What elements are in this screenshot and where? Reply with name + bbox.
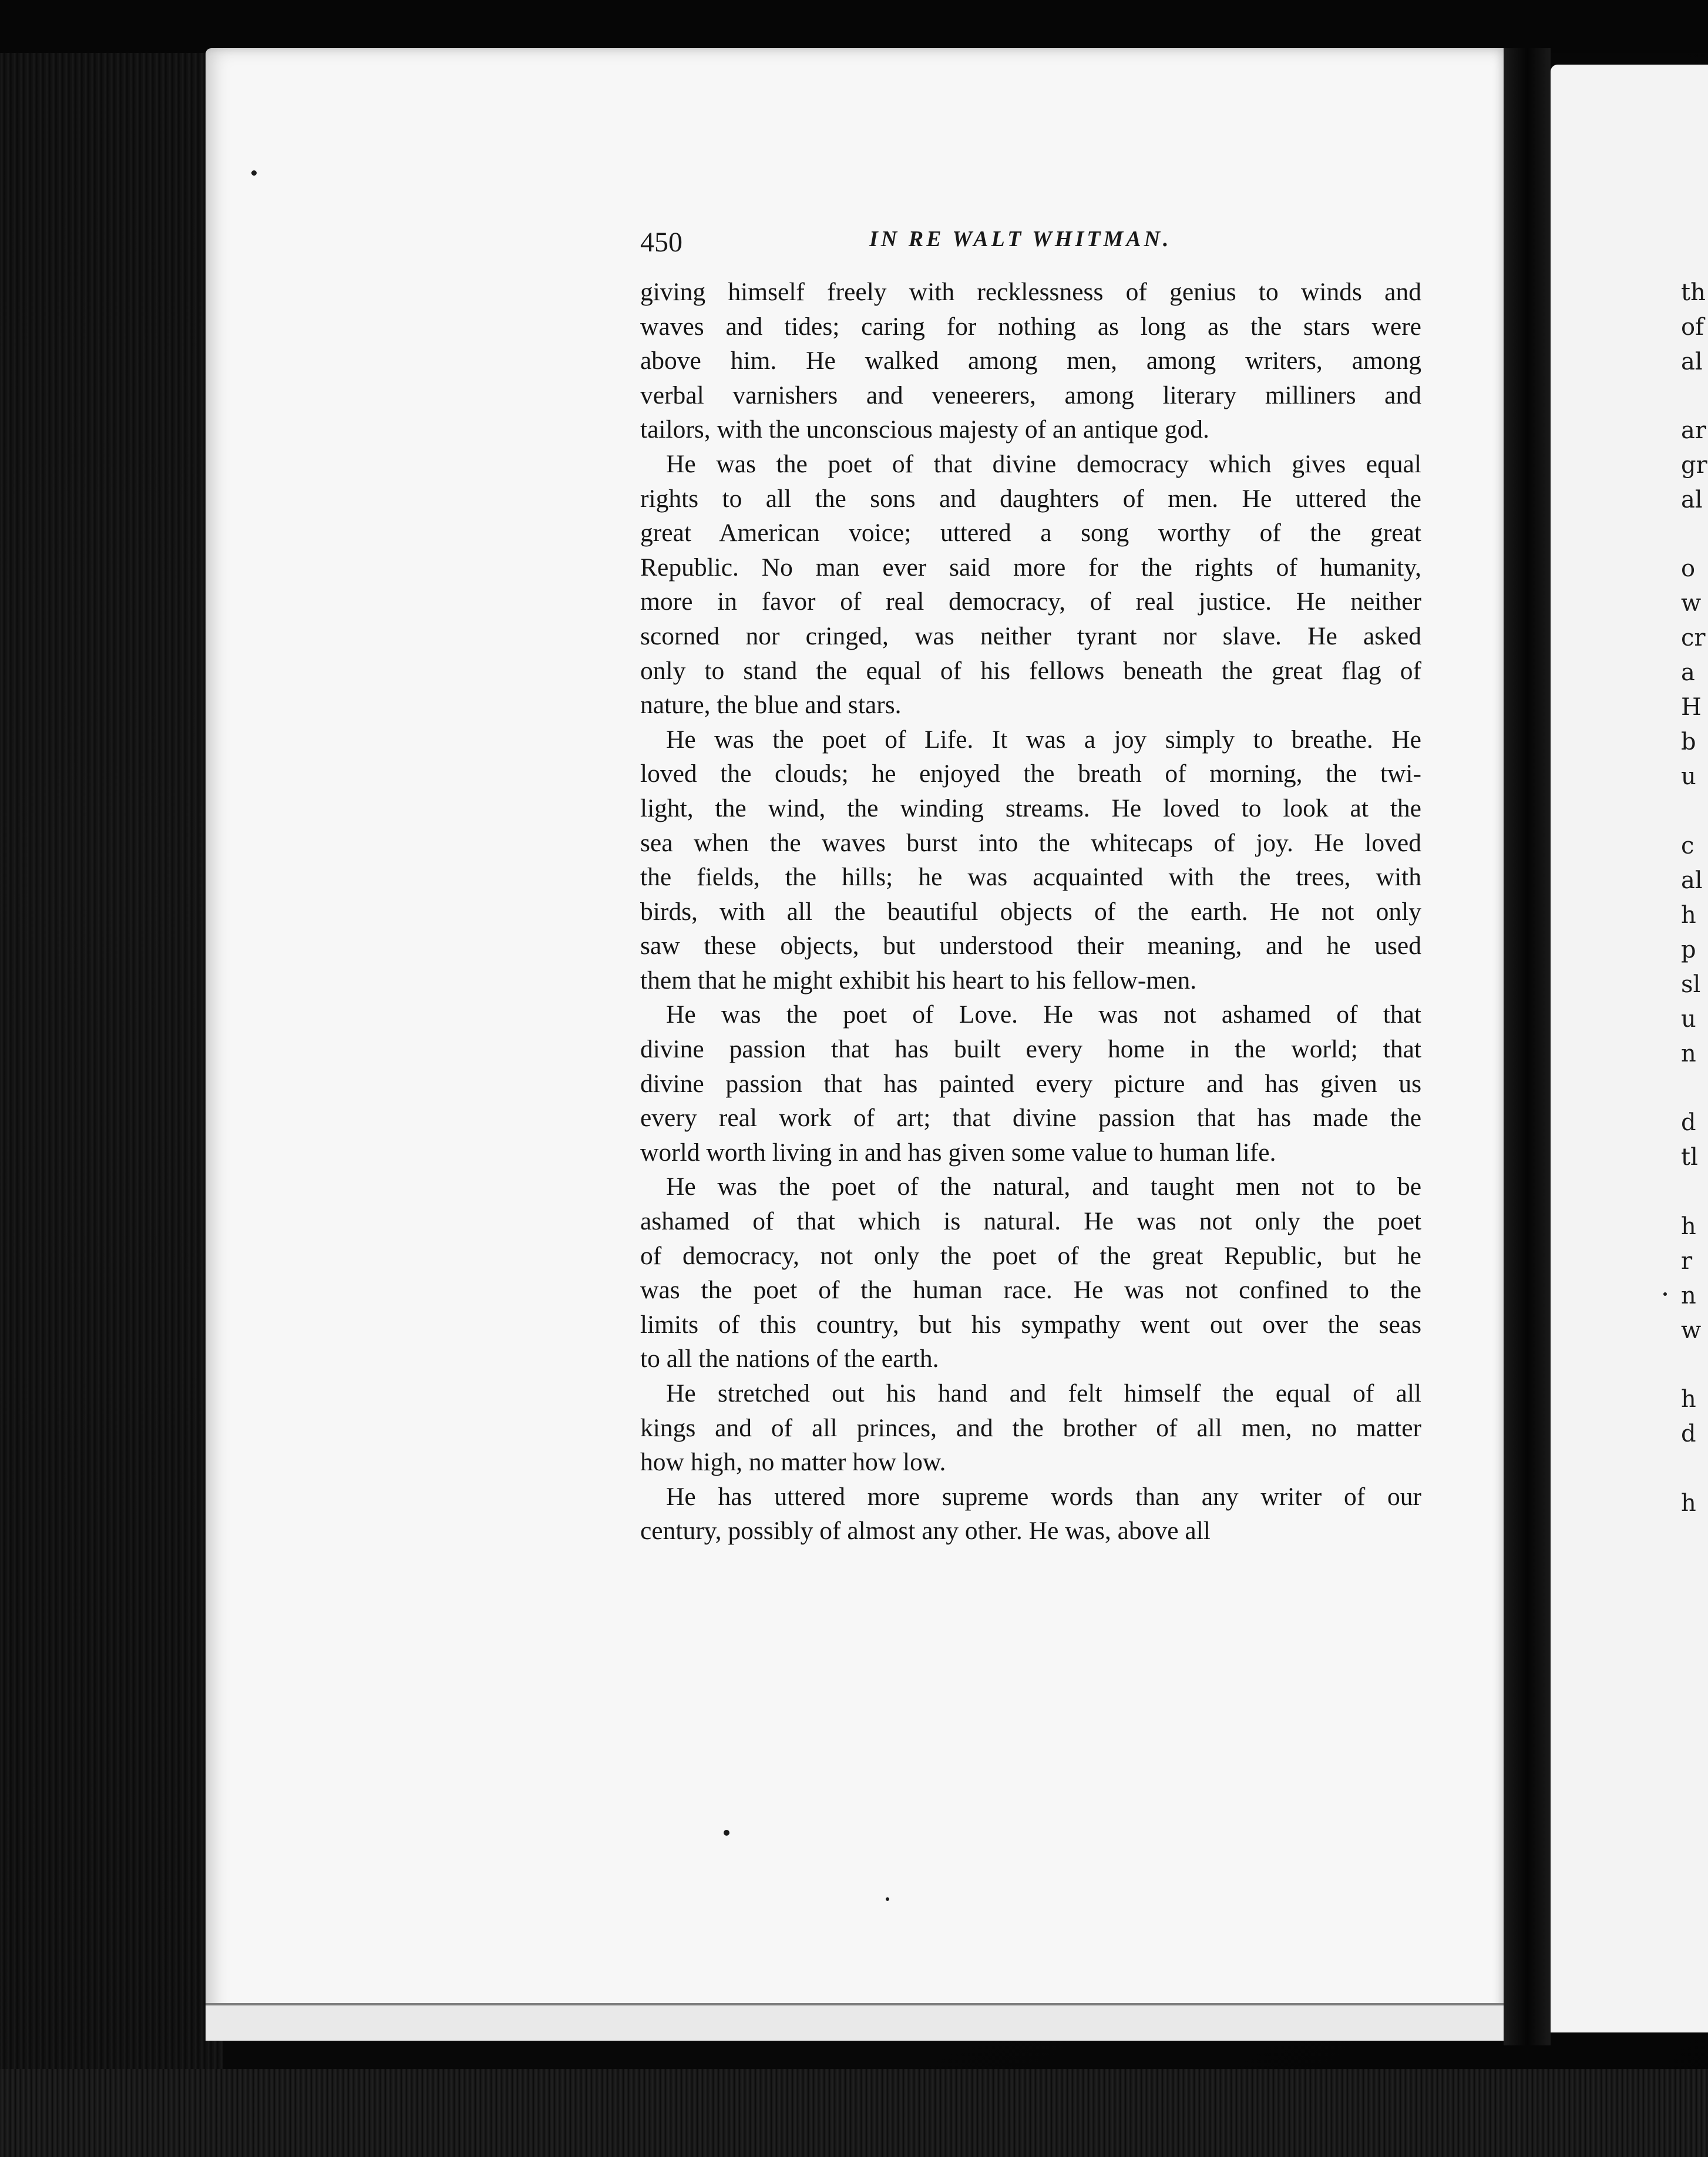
left-binding-edge [0, 0, 223, 2157]
right-page-fragment: p [1681, 936, 1696, 963]
text-line: scorned nor cringed, was neither tyrant nor slave. He asked [640, 621, 1421, 650]
right-page-fragment: d [1681, 1420, 1696, 1447]
text-line: above him. He walked among men, among writers, among [640, 347, 1421, 375]
right-page-fragment: c [1681, 832, 1694, 859]
right-page-fragment: w [1681, 1317, 1702, 1344]
right-page-fragment: h [1681, 902, 1696, 929]
page-header [640, 226, 1421, 261]
right-page-fragment: H [1681, 694, 1702, 721]
right-page-fragment: tl [1681, 1144, 1698, 1171]
text-line: only to stand the equal of his fellows beneath the great flag of [640, 656, 1421, 685]
book-gutter [1504, 48, 1551, 2045]
right-page-fragment: b [1681, 728, 1696, 755]
text-line: He was the poet of Life. It was a joy simply to breathe. He [666, 725, 1421, 754]
text-line: limits of this country, but his sympathy went out over the seas [640, 1310, 1421, 1339]
bottom-dark-border [0, 2069, 1708, 2157]
page-lower-edge [206, 2003, 1504, 2041]
running-head: IN RE WALT WHITMAN. [869, 227, 1172, 251]
right-page-fragment: u [1681, 763, 1696, 790]
text-line: tailors, with the unconscious majesty of an antique god. [640, 415, 1209, 444]
right-page-fragment: n [1681, 1282, 1696, 1309]
text-line: divine passion that has built every home in the world; that [640, 1035, 1421, 1064]
right-page-fragment: al [1681, 867, 1703, 894]
ink-speck [251, 170, 257, 176]
text-line: sea when the waves burst into the whitecaps of joy. He loved [640, 828, 1421, 857]
text-line: He stretched out his hand and felt himself the equal of all [666, 1379, 1421, 1407]
right-page-fragment: d [1681, 1109, 1696, 1136]
right-page-fragment: gr [1681, 452, 1707, 479]
text-line: divine passion that has painted every picture and has given us [640, 1069, 1421, 1098]
right-page-fragment: cr [1681, 624, 1706, 651]
ink-speck [1663, 1292, 1667, 1296]
right-page-fragment: r [1681, 1248, 1693, 1275]
ink-speck [886, 1897, 889, 1901]
right-page-fragment: al [1681, 348, 1703, 375]
text-line: every real work of art; that divine passion that has made the [640, 1104, 1421, 1133]
right-page-fragment: u [1681, 1006, 1696, 1033]
text-line: nature, the blue and stars. [640, 691, 902, 720]
text-line: verbal varnishers and veneerers, among literary milliners and [640, 381, 1421, 409]
text-line: birds, with all the beautiful objects of the earth. He not only [640, 897, 1421, 926]
text-line: more in favor of real democracy, of real justice. He neither [640, 587, 1421, 616]
text-line: century, possibly of almost any other. He was, above all [640, 1517, 1211, 1545]
text-line: saw these objects, but understood their meaning, and he used [640, 932, 1421, 960]
text-line: great American voice; uttered a song worthy of the great [640, 519, 1421, 547]
text-line: world worth living in and has given some value to human life. [640, 1138, 1276, 1167]
text-line: the fields, the hills; he was acquainted with the trees, with [640, 863, 1421, 892]
right-page-fragment: h [1681, 1213, 1696, 1240]
right-page-fragment: h [1681, 1490, 1696, 1517]
right-page-fragment: h [1681, 1386, 1696, 1413]
text-line: He has uttered more supreme words than any writer of our [666, 1482, 1421, 1511]
text-line: of democracy, not only the poet of the great Republic, but he [640, 1241, 1421, 1270]
right-page-fragment: al [1681, 486, 1703, 513]
text-line: was the poet of the human race. He was not confined to the [640, 1276, 1421, 1305]
text-line: ashamed of that which is natural. He was not only the poet [640, 1207, 1421, 1236]
text-line: how high, no matter how low. [640, 1448, 946, 1477]
text-line: them that he might exhibit his heart to his fellow-men. [640, 966, 1197, 994]
right-page-fragment: th [1681, 279, 1706, 306]
right-page-fragment: of [1681, 314, 1704, 341]
top-dark-border [0, 0, 1708, 53]
text-line: rights to all the sons and daughters of men. He uttered the [640, 484, 1421, 513]
page-number: 450 [640, 227, 682, 258]
right-page-fragment: a [1681, 659, 1695, 686]
text-line: giving himself freely with recklessness of genius to winds and [640, 278, 1421, 306]
right-page-fragment: w [1681, 590, 1702, 617]
text-line: light, the wind, the winding streams. He loved to look at the [640, 794, 1421, 822]
text-line: loved the clouds; he enjoyed the breath of morning, the twi- [640, 760, 1421, 788]
text-line: kings and of all princes, and the brother of all men, no matter [640, 1413, 1421, 1442]
ink-speck [724, 1830, 729, 1836]
text-line: He was the poet of Love. He was not ashamed of that [666, 1000, 1421, 1029]
text-line: waves and tides; caring for nothing as long as the stars were [640, 312, 1421, 341]
right-page-fragment: ar [1681, 417, 1706, 444]
text-line: Republic. No man ever said more for the rights of humanity, [640, 553, 1421, 582]
body-text [640, 275, 1421, 1548]
right-page-fragment: sl [1681, 971, 1701, 998]
text-line: He was the poet of that divine democracy which gives equal [666, 449, 1421, 478]
right-page-fragment: n [1681, 1040, 1696, 1067]
text-line: to all the nations of the earth. [640, 1345, 939, 1373]
text-line: He was the poet of the natural, and taught men not to be [666, 1172, 1421, 1201]
right-page-fragment: o [1681, 555, 1696, 582]
